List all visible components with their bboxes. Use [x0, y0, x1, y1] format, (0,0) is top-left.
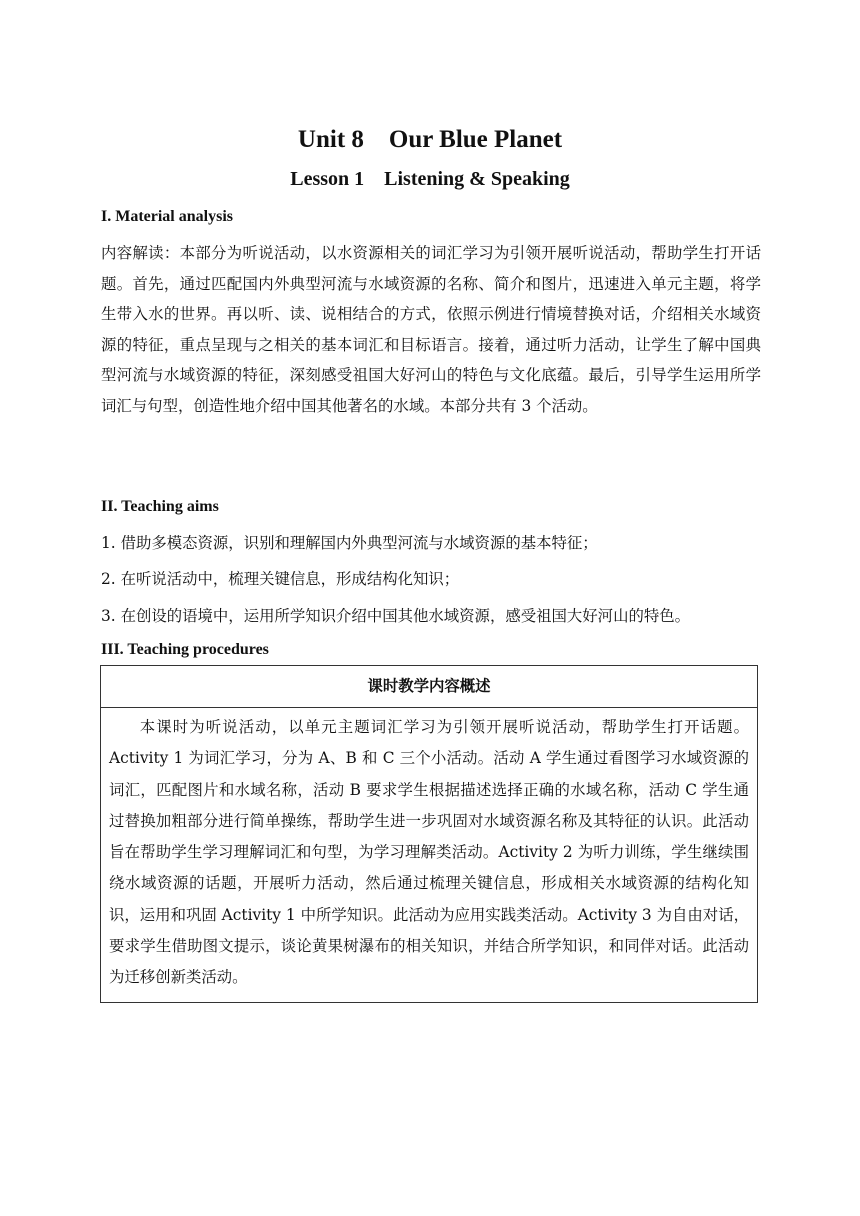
section-heading-teaching-procedures: III. Teaching procedures	[101, 641, 269, 658]
teaching-aim-1: 1. 借助多模态资源，识别和理解国内外典型河流与水域资源的基本特征；	[101, 534, 598, 552]
material-analysis-paragraph: 内容解读：本部分为听说活动，以水资源相关的词汇学习为引领开展听说活动，帮助学生打开话题。首先，通过匹配国内外典型河流与水域资源的名称、简介和图片，迅速进入单元主题，将学生带入水的世界。再以听、读、说相结合的方式，依照示例进行情境替换对话，介绍相关水域资源的特征，重点呈现与之相关的基本词汇和目标语言。接着，通过听力活动，让学生了解中国典型河流与水域资源的特征，深刻感受祖国大好河山的特色与文化底蕴。最后，引导学生运用所学词汇与句型，创造性地介绍中国其他著名的水域。本部分共有 3 个活动。	[101, 244, 761, 415]
section-heading-material-analysis: I. Material analysis	[101, 208, 233, 225]
section-heading-teaching-aims: II. Teaching aims	[101, 498, 219, 515]
procedures-table	[100, 665, 758, 1003]
lesson-subtitle: Lesson 1 Listening & Speaking	[290, 168, 570, 190]
procedures-table-header: 课时教学内容概述	[101, 666, 757, 708]
procedures-table-body: 本课时为听说活动，以单元主题词汇学习为引领开展听说活动，帮助学生打开话题。Activity 1 为词汇学习，分为 A、B 和 C 三个小活动。活动 A 学生通过看图学习水域资源的词汇，匹配图片和水域名称，活动 B 要求学生根据描述选择正确的水域名称，活动 C 学生通过替换加粗部分进行简单操练，帮助学生进一步巩固对水域资源名称及其特征的认识。此活动旨在帮助学生学习理解词汇和句型，为学习理解类活动。Activity 2 为听力训练，学生继续围绕水域资源的话题，开展听力活动，然后通过梳理关键信息，形成相关水域资源的结构化知识，运用和巩固 Activity 1 中所学知识。此活动为应用实践类活动。Activity 3 为自由对话，要求学生借助图文提示，谈论黄果树瀑布的相关知识，并结合所学知识，和同伴对话。此活动为迁移创新类活动。	[109, 718, 749, 987]
teaching-aim-3: 3. 在创设的语境中，运用所学知识介绍中国其他水域资源，感受祖国大好河山的特色。	[101, 607, 691, 625]
teaching-aim-2: 2. 在听说活动中，梳理关键信息，形成结构化知识；	[101, 570, 460, 588]
document-title: Unit 8 Our Blue Planet	[297, 126, 563, 153]
